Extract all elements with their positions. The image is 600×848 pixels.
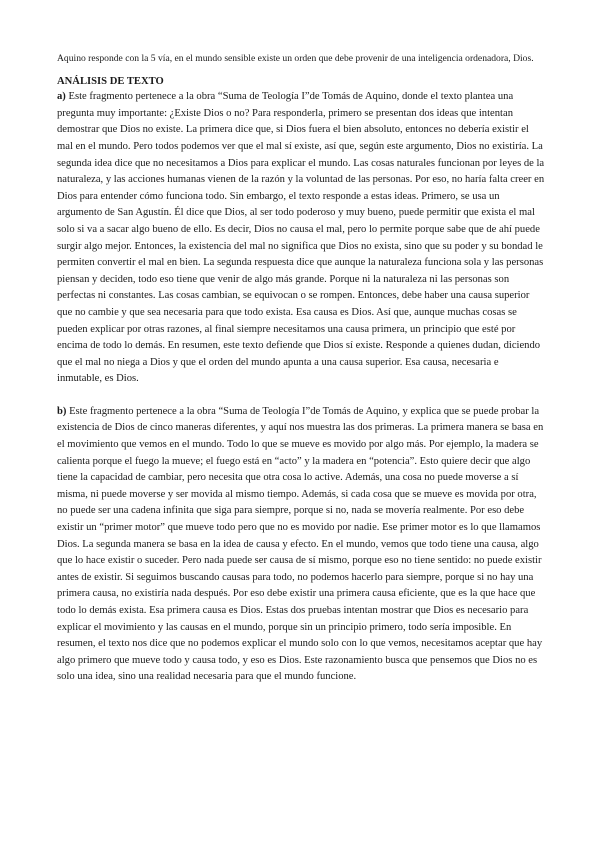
paragraph-marker: b) <box>57 405 67 417</box>
paragraph-marker: a) <box>57 91 66 103</box>
paragraph-text: Este fragmento pertenece a la obra “Suma de Teología I”de Tomás de Aquino, y explica que se puede probar la existencia de Dios de cinco maneras diferentes, y aquí nos muestra las dos primeras. La primera manera se basa en el movimiento que vemos en el mundo. Todo lo que se mueve es movido por algo más. Por ejemplo, la madera se calienta porque el fuego la mueve; el fuego está en “acto” y la madera en “potencia”. Esto quiere decir que algo tiene la capacidad de cambiar, pero necesita que otra cosa lo active. Además, una cosa no puede moverse a sí misma, ni puede moverse y ser movida al mismo tiempo. Además, si cada cosa que se mueve es movida por otra, no puede ser una cadena infinita que siga para siempre, porque si no, nada se movería realmente. Por eso debe existir un “primer motor” que mueve todo pero que no es movido por nadie. Ese primer motor es lo que llamamos Dios. La segunda manera se basa en la idea de causa y efecto. En el mundo, vemos que todo tiene una causa, algo que lo hace existir o suceder. Pero nada puede ser causa de sí mismo, porque eso no tiene sentido: no puede existir antes de existir. Si seguimos buscando causas para todo, no podemos hacerlo para siempre, porque si no hay una primera causa, no existiría nada después. Por eso debe existir una primera causa eficiente, que es la que hace que todo lo demás exista. Esa primera causa es Dios. Estas dos pruebas intentan mostrar que Dios es necesario para explicar el movimiento y las causas en el mundo, porque sin un principio primero, todo sería imposible. En resumen, el texto nos dice que no podemos explicar el mundo solo con lo que vemos, necesitamos aceptar que hay algo primero que mueve todo y causa todo, y eso es Dios. Este razonamiento busca que pensemos que Dios no es solo una idea, sino una realidad necesaria para que el mundo funcione. <box>57 405 544 683</box>
section-heading: ANÁLISIS DE TEXTO <box>57 76 164 88</box>
paragraph-text: Este fragmento pertenece a la obra “Suma de Teología I”de Tomás de Aquino, donde el texto plantea una pregunta muy importante: ¿Existe Dios o no? Para responderla, primero se presentan dos ideas que intentan demostrar que Dios no existe. La primera dice que, si Dios fuera el bien absoluto, entonces no debería existir el mal en el mundo. Pero todos podemos ver que el mal sí existe, así que, según este argumento, Dios no existiría. La segunda idea dice que no necesitamos a Dios para explicar el mundo. Las cosas naturales funcionan por leyes de la naturaleza, y las acciones humanas vienen de la razón y la voluntad de las personas. Por eso, no haría falta creer en Dios para entender cómo funciona todo. Sin embargo, el texto responde a estas ideas. Primero, se usa un argumento de San Agustín. Él dice que Dios, al ser todo poderoso y muy bueno, puede permitir que exista el mal solo si va a sacar algo bueno de ello. Es decir, Dios no causa el mal, pero lo permite porque sabe que de ahí puede surgir algo mejor. Entonces, la existencia del mal no significa que Dios no exista, sino que su poder y su bondad le permiten convertir el mal en bien. La segunda respuesta dice que aunque la naturaleza funciona sola y las personas piensan y deciden, todo eso tiene que venir de algo más grande. Porque ni la naturaleza ni las personas son perfectas ni constantes. Las cosas cambian, se equivocan o se rompen. Entonces, debe haber una causa superior que no cambie y que sea necesaria para que todo exista. Esa causa es Dios. Así que, aunque muchas cosas se pueden explicar por otras razones, al final siempre necesitamos una causa primera, un principio que esté por encima de todo lo demás. En resumen, este texto defiende que Dios sí existe. Responde a quienes dudan, diciendo que el mal no niega a Dios y que el orden del mundo apunta a una causa superior. Esa causa, necesaria e inmutable, es Dios. <box>57 91 545 385</box>
document-page <box>57 52 545 686</box>
analysis-paragraph-a <box>57 89 545 388</box>
intro-paragraph: Aquino responde con la 5 vía, en el mundo sensible existe un orden que debe provenir de una inteligencia ordenadora, Dios. <box>57 53 534 64</box>
analysis-paragraph-b <box>57 404 545 686</box>
